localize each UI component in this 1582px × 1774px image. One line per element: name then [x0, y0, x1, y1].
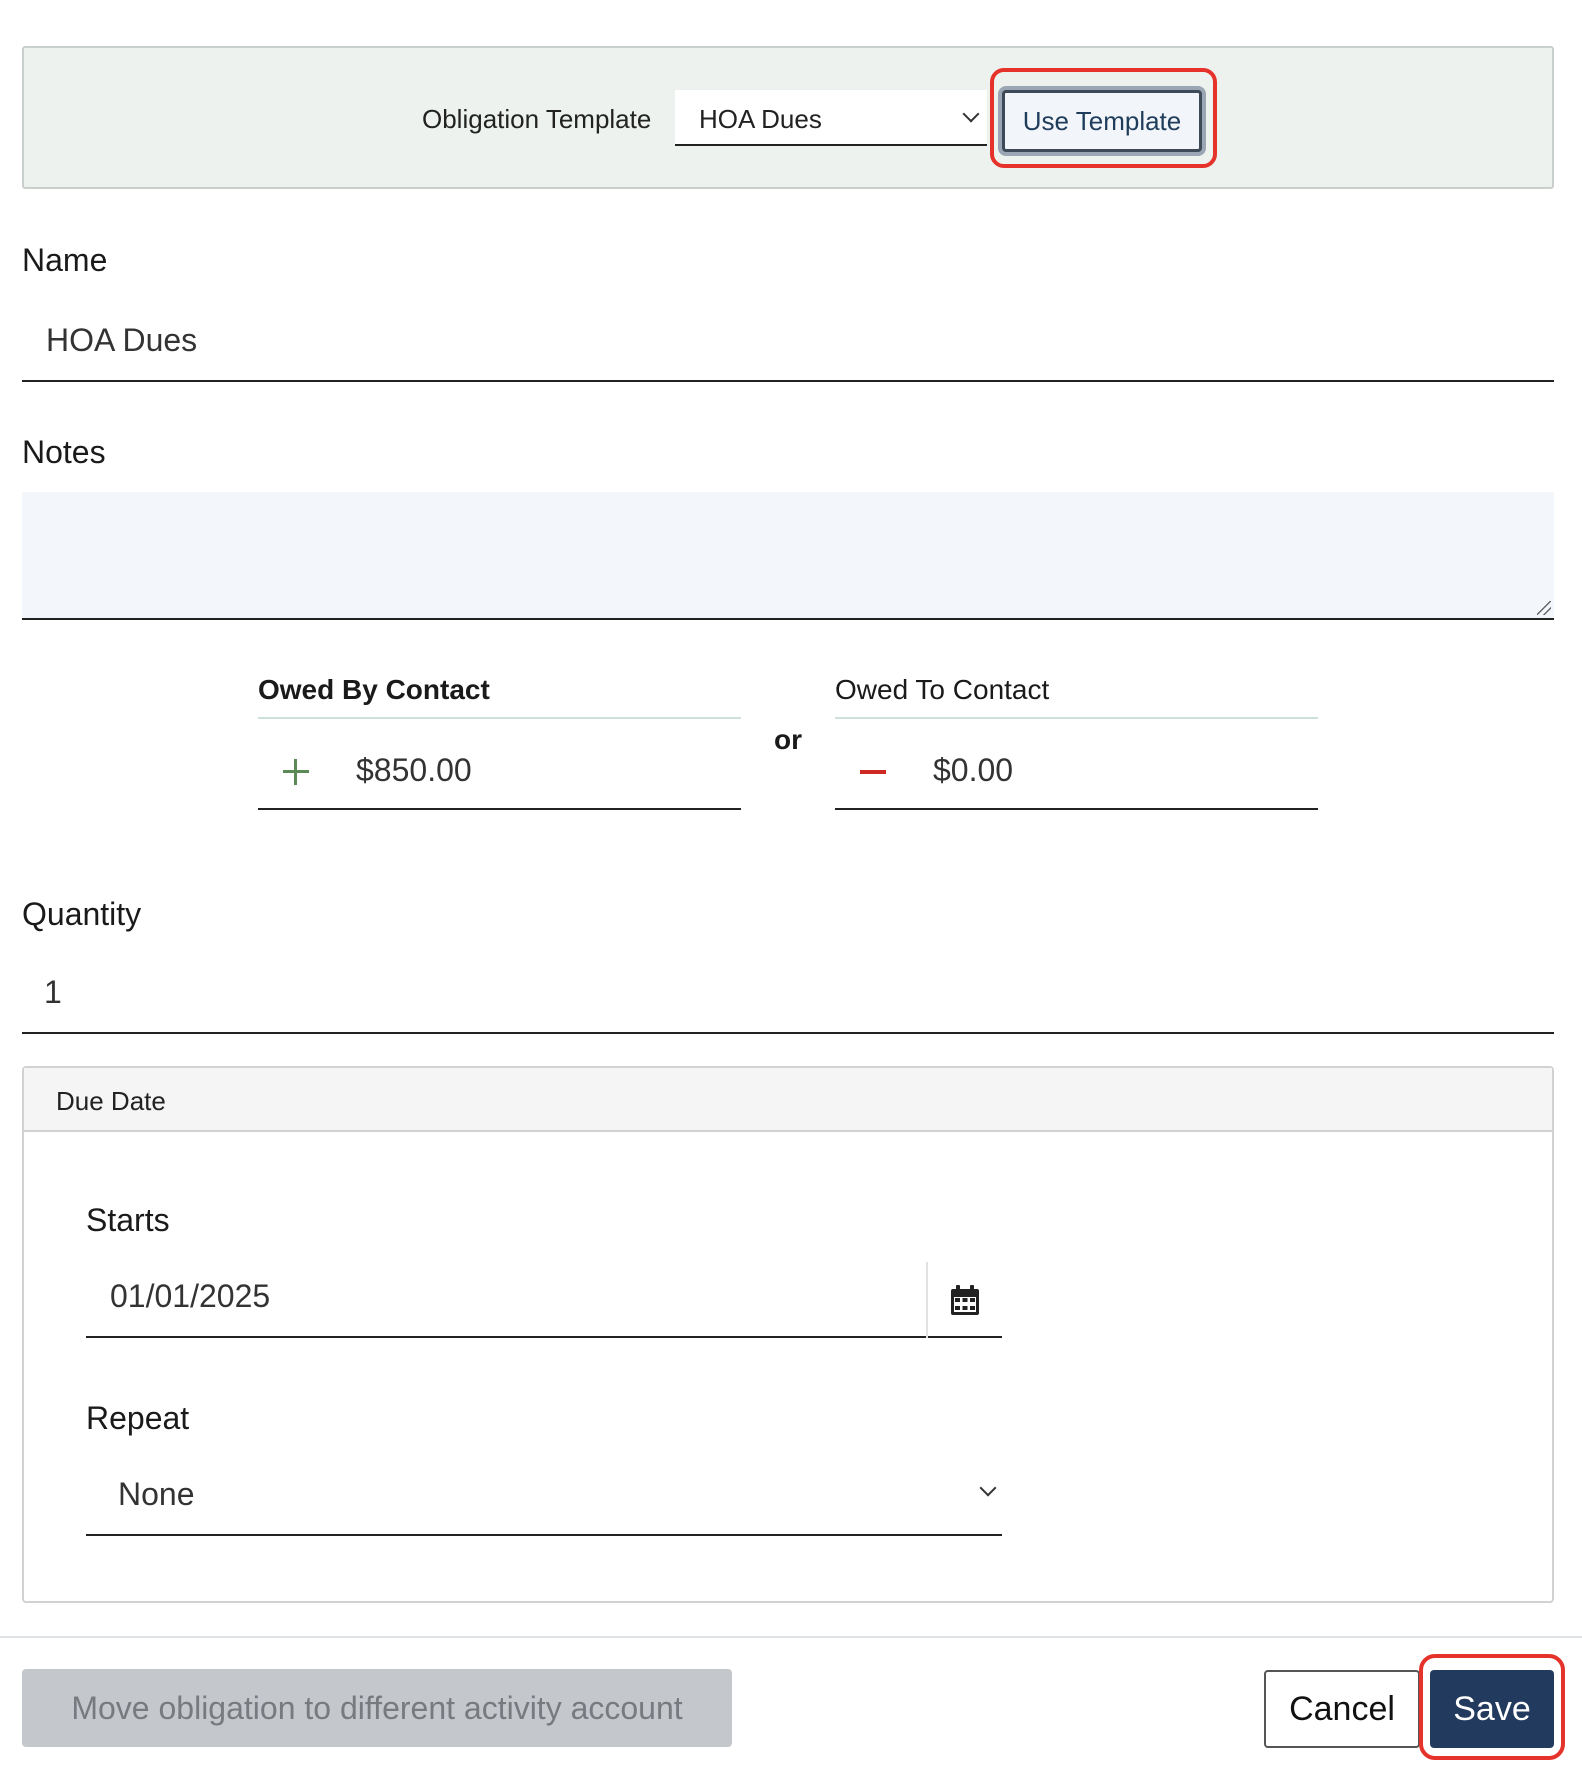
starts-label: Starts: [86, 1202, 170, 1238]
template-select[interactable]: [675, 90, 987, 146]
footer-divider: [0, 1636, 1582, 1638]
minus-icon: [858, 756, 890, 788]
repeat-select[interactable]: [86, 1460, 1002, 1536]
use-template-button[interactable]: Use Template: [1002, 90, 1202, 152]
starts-date-input[interactable]: [86, 1262, 1002, 1338]
notes-label: Notes: [22, 434, 106, 470]
due-date-header: [24, 1068, 1552, 1132]
repeat-label: Repeat: [86, 1400, 190, 1436]
quantity-value: 1: [44, 974, 62, 1010]
owed-to-divider: [835, 717, 1318, 719]
due-date-title: Due Date: [56, 1086, 166, 1116]
template-select-value: HOA Dues: [699, 104, 822, 134]
calendar-button[interactable]: [926, 1262, 1002, 1338]
chevron-down-icon: [980, 1480, 997, 1497]
owed-to-label: Owed To Contact: [835, 674, 1050, 705]
name-input[interactable]: [22, 318, 1554, 382]
name-label: Name: [22, 242, 108, 278]
template-label: Obligation Template: [422, 104, 652, 134]
repeat-select-value: None: [118, 1476, 195, 1512]
move-obligation-button[interactable]: Move obligation to different activity account: [22, 1669, 732, 1747]
owed-by-value: $850.00: [356, 752, 472, 788]
starts-date-value: 01/01/2025: [110, 1278, 271, 1314]
owed-to-value: $0.00: [933, 752, 1014, 788]
or-separator: or: [774, 724, 802, 755]
notes-textarea[interactable]: [22, 492, 1554, 620]
cancel-button[interactable]: Cancel: [1264, 1670, 1420, 1748]
plus-icon: [280, 756, 312, 788]
template-bar: [22, 46, 1554, 189]
save-button[interactable]: Save: [1430, 1670, 1554, 1748]
owed-by-label: Owed By Contact: [258, 674, 490, 705]
resize-grip-icon[interactable]: [1537, 601, 1551, 615]
chevron-down-icon: [963, 106, 980, 123]
quantity-input[interactable]: [22, 968, 1554, 1034]
owed-by-input[interactable]: [258, 740, 741, 810]
owed-to-input[interactable]: [835, 740, 1318, 810]
owed-by-divider: [258, 717, 741, 719]
quantity-label: Quantity: [22, 896, 142, 932]
calendar-icon: [950, 1284, 980, 1316]
name-input-value: HOA Dues: [46, 322, 198, 358]
